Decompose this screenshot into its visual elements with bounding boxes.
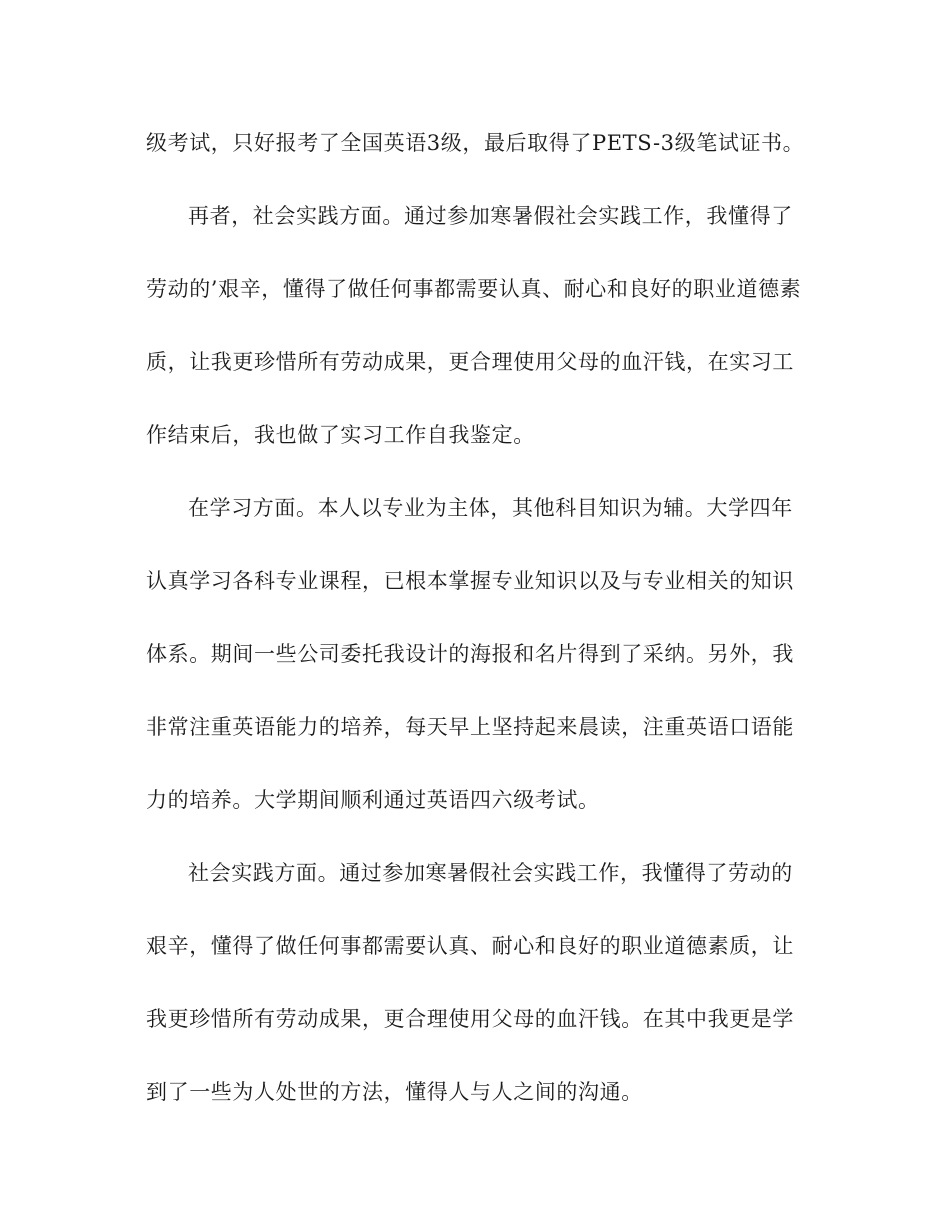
paragraph-start-line: 在学习方面。本人以专业为主体，其他科目知识为辅。大学四年	[188, 496, 793, 520]
text-line: 体系。期间一些公司委托我设计的海报和名片得到了采纳。另外，我	[146, 642, 794, 666]
text-line: 到了一些为人处世的方法，懂得人与人之间的沟通。	[146, 1080, 643, 1104]
paragraph-start-line: 社会实践方面。通过参加寒暑假社会实践工作，我懂得了劳动的	[188, 861, 793, 885]
paragraph-start-line: 再者，社会实践方面。通过参加寒暑假社会实践工作，我懂得了	[188, 204, 793, 228]
text-line: 力的培养。大学期间顺利通过英语四六级考试。	[146, 788, 600, 812]
text-line: 认真学习各科专业课程，已根本掌握专业知识以及与专业相关的知识	[146, 569, 794, 593]
text-line: 艰辛，懂得了做任何事都需要认真、耐心和良好的职业道德素质，让	[146, 934, 794, 958]
text-line: 我更珍惜所有劳动成果，更合理使用父母的血汗钱。在其中我更是学	[146, 1007, 794, 1031]
text-line: 劳动的’艰辛，懂得了做任何事都需要认真、耐心和良好的职业道德素	[146, 277, 802, 301]
text-line: 级考试，只好报考了全国英语3级，最后取得了PETS-3级笔试证书。	[146, 131, 805, 155]
text-line: 质，让我更珍惜所有劳动成果，更合理使用父母的血汗钱，在实习工	[146, 350, 794, 374]
text-line: 作结束后，我也做了实习工作自我鉴定。	[146, 423, 535, 447]
text-line: 非常注重英语能力的培养，每天早上坚持起来晨读，注重英语口语能	[146, 715, 794, 739]
